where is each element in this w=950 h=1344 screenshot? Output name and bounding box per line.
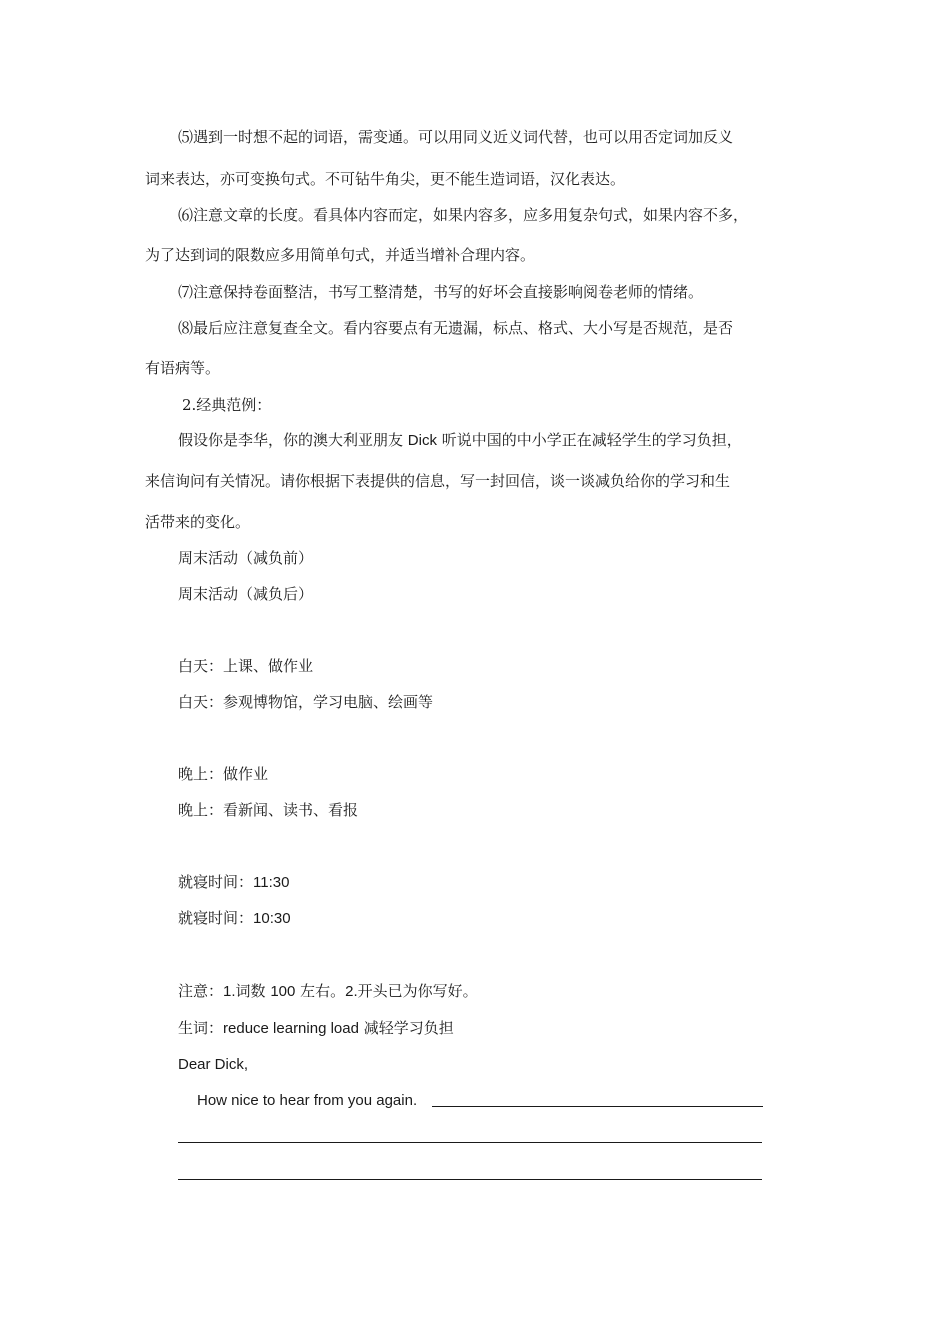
bedtime-label: 就寝时间： — [178, 909, 254, 927]
prompt-text-b: 听说中国的中小学正在减轻学生的学习负担， — [436, 431, 742, 449]
note-2-number: 2. — [345, 983, 358, 1000]
notes-label: 注意： — [178, 982, 224, 1000]
bedtime-value: 11:30 — [253, 874, 290, 891]
example-prompt-line-2: 来信询问有关情况。请你根据下表提供的信息，写一封回信，谈一谈减负给你的学习和生 — [145, 472, 731, 490]
writing-blank-line-2[interactable] — [178, 1179, 762, 1180]
table-header-after: 周末活动（减负后） — [178, 585, 314, 603]
bedtime-value: 10:30 — [253, 910, 291, 927]
word-count: 100 — [270, 983, 296, 1000]
table-bedtime-before — [178, 872, 289, 893]
notes-line — [178, 981, 478, 1002]
tip-8-line-1: ⑻最后应注意复查全文。看内容要点有无遗漏，标点、格式、大小写是否规范，是否 — [178, 319, 734, 337]
table-bedtime-after — [178, 908, 291, 929]
table-night-after: 晚上：看新闻、读书、看报 — [178, 801, 359, 819]
note-1-suffix: 左右。 — [295, 982, 346, 1000]
writing-blank-inline[interactable] — [432, 1106, 763, 1107]
vocab-label: 生词： — [178, 1019, 224, 1037]
tip-5-line-2: 词来表达，亦可变换句式。不可钻牛角尖，更不能生造词语，汉化表达。 — [145, 170, 626, 188]
tip-5-line-1: ⑸遇到一时想不起的词语，需变通。可以用同义近义词代替，也可以用否定词加反义 — [178, 128, 734, 146]
note-1-number: 1. — [223, 983, 236, 1000]
prompt-text-a: 假设你是李华，你的澳大利亚朋友 — [178, 431, 408, 449]
tip-6-line-2: 为了达到词的限数应多用简单句式，并适当增补合理内容。 — [145, 246, 536, 264]
note-2-text: 开头已为你写好。 — [357, 982, 478, 1000]
tip-7: ⑺注意保持卷面整洁，书写工整清楚，书写的好坏会直接影响阅卷老师的情绪。 — [178, 283, 704, 301]
example-prompt-line-3: 活带来的变化。 — [145, 513, 251, 531]
table-day-after: 白天：参观博物馆，学习电脑、绘画等 — [178, 693, 434, 711]
bedtime-label: 就寝时间： — [178, 873, 254, 891]
tip-8-line-2: 有语病等。 — [145, 359, 221, 377]
table-header-before: 周末活动（减负前） — [178, 549, 314, 567]
table-night-before: 晚上：做作业 — [178, 765, 269, 783]
writing-blank-line-1[interactable] — [178, 1142, 762, 1143]
vocab-chinese: 减轻学习负担 — [358, 1019, 454, 1037]
letter-opening: How nice to hear from you again. — [197, 1092, 418, 1109]
example-heading: 2.经典范例： — [182, 396, 272, 414]
example-prompt-line-1 — [178, 430, 742, 451]
table-day-before: 白天：上课、做作业 — [178, 657, 314, 675]
tip-6-line-1: ⑹注意文章的长度。看具体内容而定，如果内容多，应多用复杂句式，如果内容不多， — [178, 206, 749, 224]
vocab-english: reduce learning load — [223, 1020, 359, 1037]
friend-name: Dick — [407, 432, 437, 449]
letter-salutation: Dear Dick, — [178, 1056, 249, 1073]
vocab-line — [178, 1018, 454, 1039]
note-1-text: 词数 — [235, 982, 271, 1000]
